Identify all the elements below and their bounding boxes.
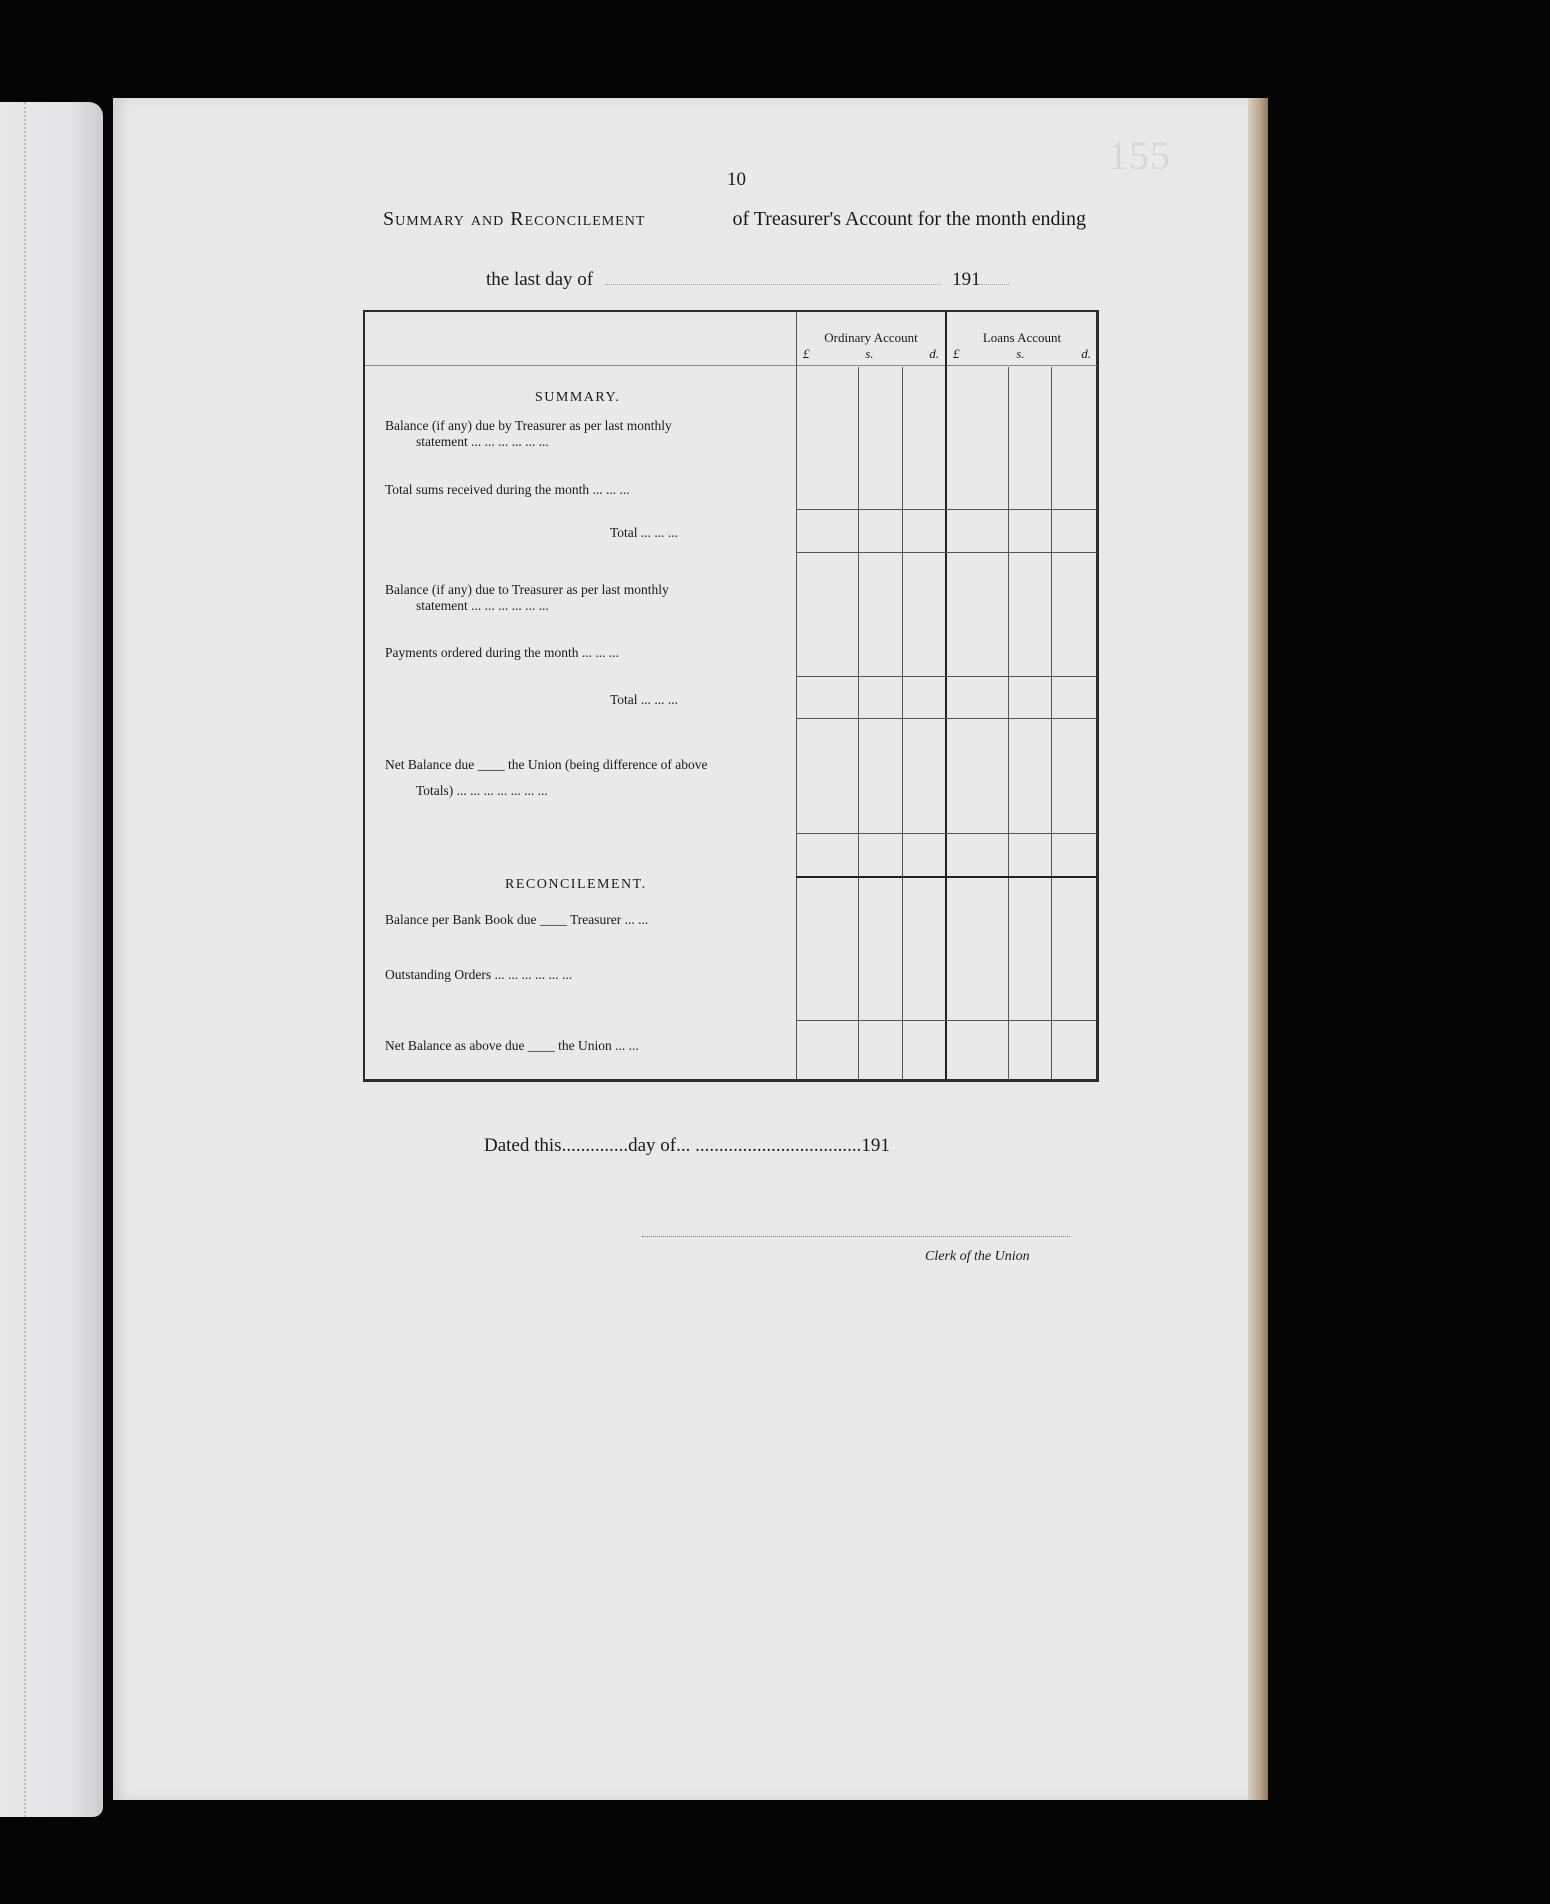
amount-rule: [796, 552, 1097, 553]
row-line: Balance per Bank Book due ____ Treasurer ... ...: [385, 912, 649, 927]
summary-heading: SUMMARY.: [535, 390, 621, 405]
signature-line: [642, 1236, 1070, 1237]
ordinary-d-rule: [902, 367, 903, 1080]
form-title: [383, 208, 1086, 231]
page-edge: [1248, 98, 1268, 1800]
ordinary-s-rule: [858, 367, 859, 1080]
reconcilement-row: [385, 1038, 790, 1054]
signature-label: Clerk of the Union: [925, 1249, 1030, 1264]
loans-column-rule: [945, 312, 947, 1080]
row-line: Balance (if any) due by Treasurer as per last monthly: [385, 418, 672, 433]
summary-row: [385, 418, 790, 450]
amount-rule: [796, 718, 1097, 719]
shillings-label: s.: [865, 346, 874, 361]
year-blank: [981, 284, 1009, 285]
summary-row: [385, 482, 790, 498]
loans-account-label: Loans Account: [982, 330, 1062, 345]
loans-account-header: [947, 330, 1097, 362]
row-line: Total sums received during the month ... ... ...: [385, 482, 630, 497]
shillings-label: s.: [1016, 346, 1025, 361]
amount-rule: [796, 833, 1097, 834]
form-subtitle: [486, 269, 1016, 291]
stitch-holes: [24, 102, 26, 1817]
subtitle-year: 191: [952, 269, 981, 290]
loans-d-rule: [1051, 367, 1052, 1080]
amount-rule: [796, 676, 1097, 677]
row-line: Total ... ... ...: [610, 525, 679, 540]
summary-form: [363, 310, 1099, 1082]
row-line: Net Balance as above due ____ the Union ... ...: [385, 1038, 639, 1053]
ordinary-account-header: [797, 330, 945, 362]
label-column-rule: [796, 312, 797, 1080]
reconcilement-row: [385, 912, 790, 928]
pence-label: d.: [1081, 346, 1091, 361]
loans-s-rule: [1008, 367, 1009, 1080]
left-page: [0, 102, 103, 1817]
pounds-label: £: [803, 346, 810, 361]
row-line: statement ... ... ... ... ... ...: [416, 434, 549, 449]
summary-total-row: [385, 525, 790, 541]
amount-rule: [796, 1020, 1097, 1021]
reconcilement-heading: RECONCILEMENT.: [505, 877, 647, 892]
title-part1: Summary and Reconcilement: [383, 208, 646, 230]
header-rule: [365, 365, 1097, 366]
summary-row: [385, 645, 790, 661]
summary-row: [385, 752, 790, 804]
page-stamp: 155: [1108, 133, 1171, 178]
dated-line: Dated this..............day of... ...................................191: [484, 1135, 890, 1156]
ordinary-account-label: Ordinary Account: [824, 330, 918, 345]
row-line: Payments ordered during the month ... ... ...: [385, 645, 619, 660]
reconcilement-row: [385, 967, 790, 983]
row-line: statement ... ... ... ... ... ...: [416, 598, 549, 613]
title-part2: of Treasurer's Account for the month ending: [732, 208, 1086, 230]
row-line: Totals) ... ... ... ... ... ... ...: [416, 783, 548, 798]
summary-row: [385, 582, 790, 614]
summary-total-row: [385, 692, 790, 708]
row-line: Balance (if any) due to Treasurer as per last monthly: [385, 582, 669, 597]
month-blank: [605, 284, 940, 285]
pounds-label: £: [953, 346, 960, 361]
pence-label: d.: [929, 346, 939, 361]
row-line: Total ... ... ...: [610, 692, 679, 707]
page-number: 10: [727, 169, 746, 190]
amount-rule: [796, 509, 1097, 510]
row-line: Net Balance due ____ the Union (being difference of above: [385, 757, 708, 772]
amount-rule: [796, 876, 1097, 878]
row-line: Outstanding Orders ... ... ... ... ... ...: [385, 967, 573, 982]
subtitle-left: the last day of: [486, 269, 594, 290]
